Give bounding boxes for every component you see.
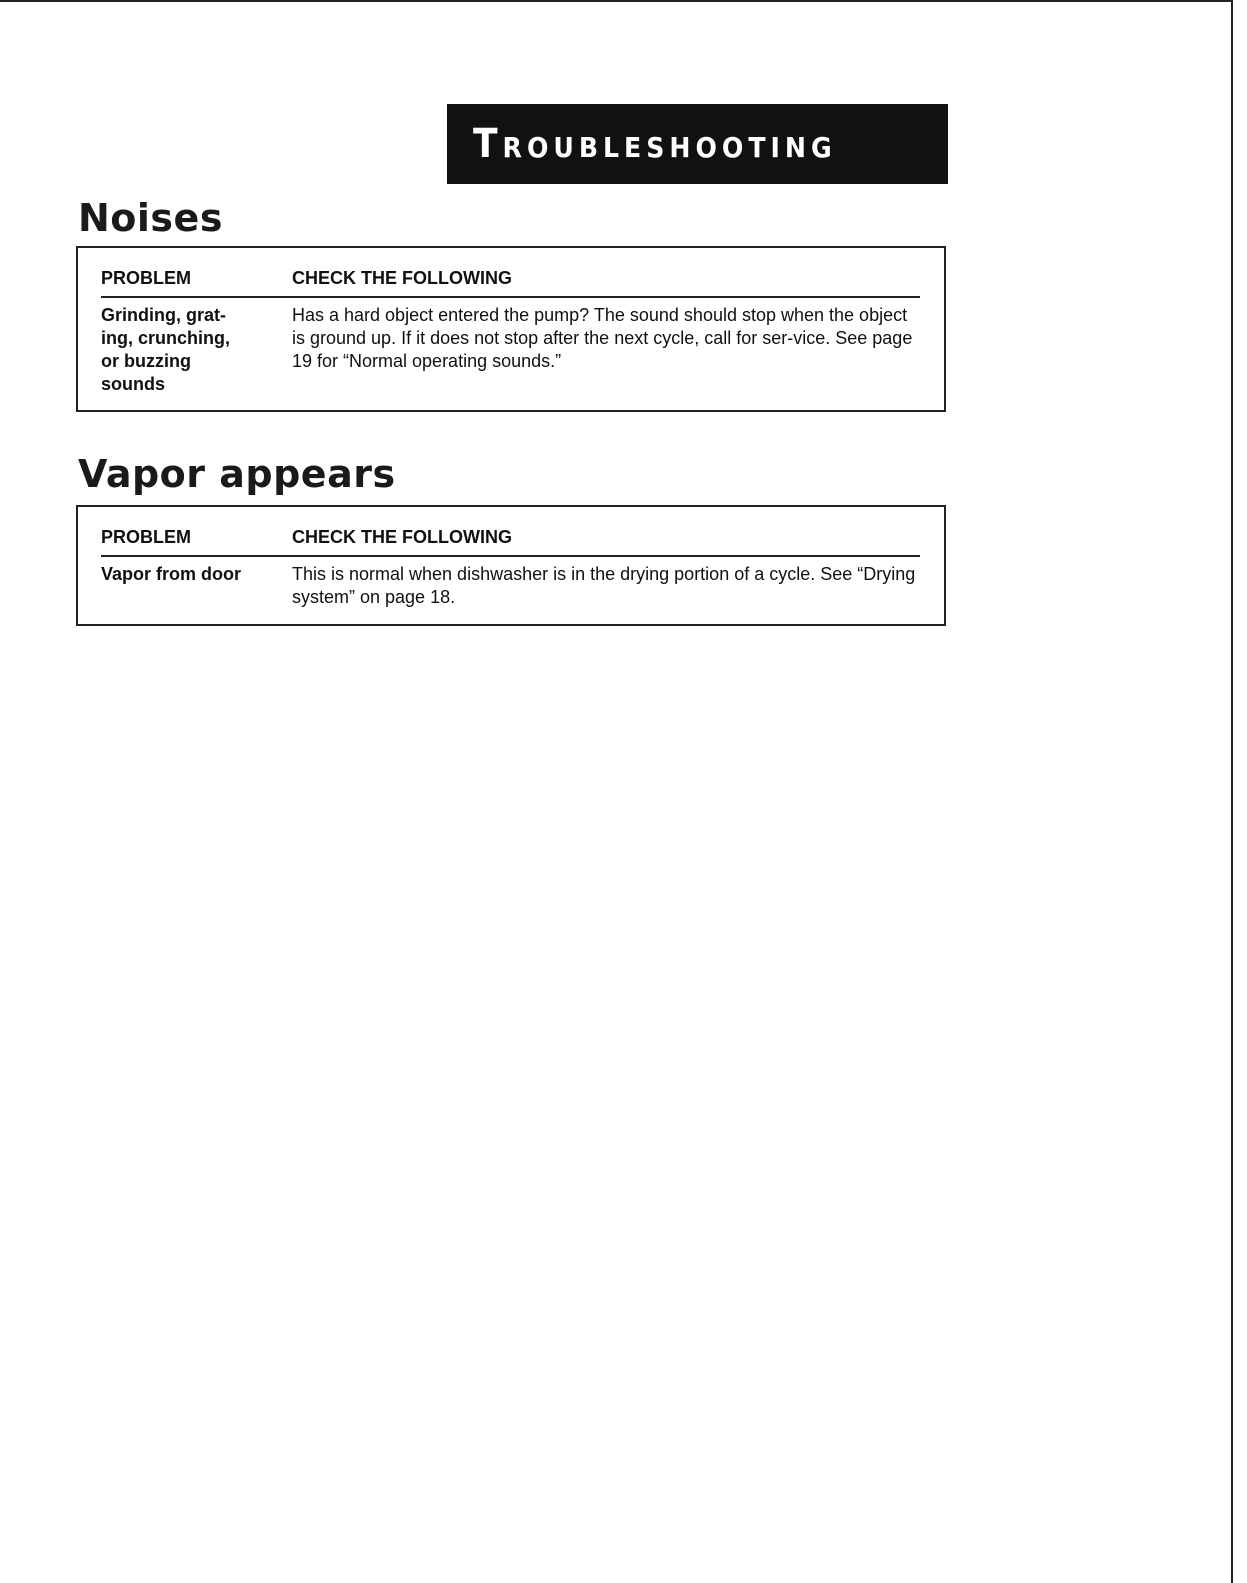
banner-title: Troubleshooting xyxy=(473,121,837,167)
check-cell: Has a hard object entered the pump? The sound should stop when the object is ground up. If it does not stop after the next cycle, call for ser-vice. See page 19 for “Normal operating sounds.” xyxy=(292,305,913,371)
page-top-border xyxy=(0,0,1232,2)
noises-table xyxy=(76,246,946,412)
vapor-table xyxy=(76,505,946,626)
page-right-border xyxy=(1231,0,1233,1583)
column-header-check: CHECK THE FOLLOWING xyxy=(292,268,512,288)
table-header xyxy=(101,268,920,298)
column-header-check: CHECK THE FOLLOWING xyxy=(292,527,512,547)
problem-cell: Grinding, grat- ing, crunching, or buzzing sounds xyxy=(101,305,230,394)
section-title-noises: Noises xyxy=(78,196,223,240)
section-banner xyxy=(447,104,948,184)
column-header-problem: PROBLEM xyxy=(101,268,191,288)
problem-cell: Vapor from door xyxy=(101,564,242,584)
check-cell: This is normal when dishwasher is in the drying portion of a cycle. See “Drying system” on page 18. xyxy=(292,564,916,607)
table-header xyxy=(101,527,920,557)
column-header-problem: PROBLEM xyxy=(101,527,191,547)
section-title-vapor: Vapor appears xyxy=(78,452,396,496)
